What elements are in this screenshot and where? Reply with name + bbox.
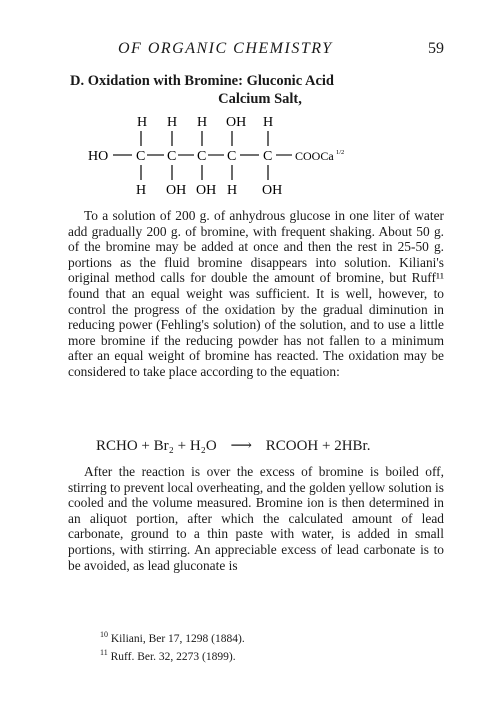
formula-top-5: H bbox=[263, 115, 274, 130]
structural-formula bbox=[80, 110, 460, 205]
formula-bottom-1: H bbox=[136, 183, 147, 198]
formula-top-3: H bbox=[197, 115, 208, 130]
formula-top-4: OH bbox=[226, 115, 247, 130]
formula-carbon-2: C bbox=[167, 149, 177, 164]
formula-right-group: COOCa bbox=[295, 149, 334, 163]
equation-products: RCOOH + 2HBr. bbox=[265, 438, 371, 454]
formula-left-group: HO bbox=[88, 149, 109, 164]
formula-carbon-3: C bbox=[197, 149, 207, 164]
running-title: OF ORGANIC CHEMISTRY bbox=[118, 40, 333, 57]
formula-top-1: H bbox=[137, 115, 148, 130]
formula-bottom-4: H bbox=[227, 183, 238, 198]
formula-carbon-5: C bbox=[263, 149, 273, 164]
footnotes bbox=[100, 628, 245, 664]
paragraph-2: After the reaction is over the excess of bromine is boiled off, stirring to prevent local overheating, and the golden yellow solution is cooled and the volume measured. Bromine ion is then determined in an aliquot portion, after which the calculated amount of lead carbonate, ground to a thin paste with water, is added in small portions, with stirring. An appreciable excess of lead carbonate is to be avoided, as lead gluconate is bbox=[68, 464, 444, 573]
paragraph-1: To a solution of 200 g. of anhydrous glucose in one liter of water add gradually 200 g. of bromine, with frequent shaking. About 50 g. of the bromine may be added at once and then the rest in 25-50 g. portions as the fluid bromine disappears into solution. Kiliani's original method calls for double the amount of bromine, but Ruff¹¹ found that an equal weight was sufficient. It is well, however, to control the progress of the oxidation by the gradual diminution in reducing power (Fehling's solution) of the solution, and to use a little more bromine if the reducing powder has not fallen to a minimum after an equal weight of bromine has reacted. The oxidation may be considered to take place according to the equation: bbox=[68, 208, 444, 379]
formula-bottom-5: OH bbox=[262, 183, 283, 198]
equation-arrow: ⟶ bbox=[230, 438, 252, 454]
section-heading bbox=[70, 72, 450, 108]
formula-drawing bbox=[80, 110, 460, 205]
footnote-10 bbox=[100, 628, 245, 646]
footnote-11 bbox=[100, 646, 245, 664]
footnote-mark: 11 bbox=[100, 647, 108, 657]
footnote-text: Kiliani, Ber 17, 1298 (1884). bbox=[110, 632, 245, 645]
reaction-equation bbox=[96, 436, 370, 455]
formula-carbon-4: C bbox=[227, 149, 237, 164]
heading-line-2: Calcium Salt, bbox=[218, 91, 302, 107]
equation-reactants: RCHO + Br₂ + H₂O bbox=[96, 438, 217, 454]
footnote-mark: 10 bbox=[100, 630, 108, 639]
page-header bbox=[0, 40, 494, 62]
formula-carbon-1: C bbox=[136, 149, 146, 164]
formula-right-subscript: 1/2 bbox=[336, 149, 345, 156]
formula-top-2: H bbox=[167, 115, 178, 130]
formula-bottom-2: OH bbox=[166, 183, 187, 198]
formula-bottom-3: OH bbox=[196, 183, 217, 198]
heading-line-1: D. Oxidation with Bromine: Gluconic Acid bbox=[70, 73, 334, 89]
page-number: 59 bbox=[428, 40, 444, 57]
footnote-text: Ruff. Ber. 32, 2273 (1899). bbox=[110, 650, 236, 663]
